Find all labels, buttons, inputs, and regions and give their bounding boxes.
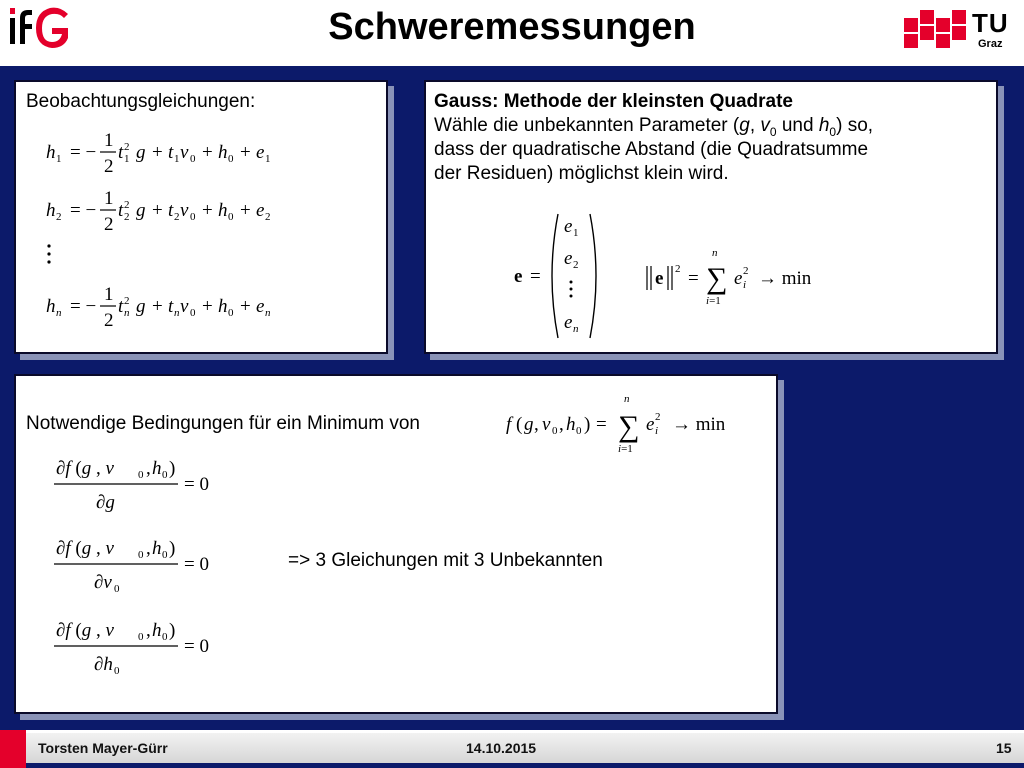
svg-text:1: 1 [174, 153, 180, 165]
svg-text:v: v [180, 296, 189, 317]
svg-text:i=1: i=1 [706, 295, 721, 307]
svg-text:2: 2 [124, 141, 130, 153]
svg-text:+: + [240, 142, 251, 163]
svg-text:2: 2 [573, 259, 579, 271]
svg-text:): ) [169, 538, 176, 559]
svg-text:= −: = − [70, 296, 97, 317]
svg-text:0: 0 [228, 153, 234, 165]
svg-text:2: 2 [124, 211, 130, 223]
svg-text:t: t [168, 200, 174, 221]
svg-text:n: n [624, 393, 630, 405]
svg-text:0: 0 [162, 469, 168, 481]
svg-text:h: h [152, 458, 162, 479]
least-squares-text-line2: dass der quadratische Abstand (die Quadratsumme [434, 139, 869, 160]
svg-text:n: n [174, 307, 180, 319]
equation-count-conclusion: => 3 Gleichungen mit 3 Unbekannten [288, 550, 603, 571]
page-number: 15 [996, 740, 1012, 756]
svg-text:v: v [542, 414, 551, 435]
svg-text:1: 1 [573, 227, 579, 239]
svg-text:1: 1 [265, 153, 271, 165]
svg-text:(: ( [516, 414, 523, 435]
svg-text:i: i [743, 279, 747, 291]
svg-text:,: , [146, 620, 151, 641]
svg-text:1: 1 [124, 153, 130, 165]
svg-text:2: 2 [675, 263, 681, 275]
svg-text:1: 1 [104, 284, 114, 305]
svg-text:2: 2 [56, 211, 62, 223]
svg-text:+: + [152, 142, 163, 163]
svg-text:e: e [564, 312, 573, 333]
svg-text:0: 0 [552, 425, 558, 437]
svg-text:n: n [265, 307, 271, 319]
svg-text:v: v [180, 200, 189, 221]
svg-text:i=1: i=1 [618, 443, 633, 455]
line1-v-sub: 0 [769, 124, 777, 139]
svg-text:2: 2 [104, 156, 114, 177]
svg-text:∂f (g , v: ∂f (g , v [56, 538, 114, 559]
svg-text:= −: = − [70, 200, 97, 221]
svg-text:1: 1 [104, 130, 114, 151]
svg-text:+: + [152, 200, 163, 221]
least-squares-heading: Gauss: Methode der kleinsten Quadrate [434, 91, 793, 112]
svg-text:+: + [202, 200, 213, 221]
svg-text:2: 2 [265, 211, 271, 223]
partial-derivative-v0 [52, 530, 222, 603]
svg-text:0: 0 [162, 549, 168, 561]
svg-text:n: n [573, 323, 579, 335]
least-squares-panel [424, 80, 998, 354]
line1-h: h [818, 115, 830, 136]
equation-h1-svg [46, 120, 296, 184]
equation-h2 [46, 178, 296, 247]
svg-text:2: 2 [124, 199, 130, 211]
footer-accent-block [0, 730, 26, 768]
footer-underline [26, 763, 1024, 768]
svg-text:e: e [514, 266, 523, 287]
svg-text:e: e [256, 296, 265, 317]
tu-logo-text: TU [972, 8, 1009, 38]
svg-text:h: h [218, 296, 228, 317]
svg-text:g: g [524, 414, 534, 435]
minimum-conditions-intro: Notwendige Bedingungen für ein Minimum von [26, 413, 420, 434]
svg-text:v: v [180, 142, 189, 163]
minimum-conditions-panel [14, 374, 778, 714]
svg-text:1: 1 [104, 188, 114, 209]
svg-text:∂g: ∂g [96, 492, 115, 513]
line1-g: g [739, 115, 750, 136]
svg-text:0: 0 [162, 631, 168, 643]
observation-equations-heading: Beobachtungsgleichungen: [26, 91, 256, 112]
line1-und: und [776, 115, 819, 136]
partial-derivative-v0-svg [52, 530, 222, 598]
partial-derivative-g [52, 450, 222, 519]
svg-text:0: 0 [138, 469, 144, 481]
svg-text:): ) [169, 620, 176, 641]
svg-text:t: t [118, 296, 124, 317]
page-title: Schweremessungen [328, 6, 696, 48]
svg-text:g: g [136, 200, 146, 221]
svg-text:,: , [534, 414, 539, 435]
svg-text:0: 0 [114, 665, 120, 677]
svg-text:0: 0 [190, 211, 196, 223]
objective-function [506, 388, 766, 463]
svg-text:2: 2 [174, 211, 180, 223]
svg-text:h: h [46, 296, 56, 317]
svg-text:,: , [146, 538, 151, 559]
svg-text:0: 0 [190, 153, 196, 165]
svg-text:f: f [506, 414, 512, 435]
svg-text:h: h [566, 414, 576, 435]
norm-minimization [644, 242, 844, 311]
svg-text:= 0: = 0 [184, 474, 209, 495]
svg-text:∂f (g , v: ∂f (g , v [56, 620, 114, 641]
svg-text:t: t [118, 142, 124, 163]
svg-text:+: + [202, 296, 213, 317]
partial-derivative-g-svg [52, 450, 222, 514]
footer-date: 14.10.2015 [466, 740, 537, 756]
svg-text:0: 0 [114, 583, 120, 595]
svg-text:h: h [46, 200, 56, 221]
residual-vector-svg [514, 208, 614, 344]
svg-text:0: 0 [228, 307, 234, 319]
svg-text:=: = [688, 268, 699, 289]
svg-text:0: 0 [138, 549, 144, 561]
tu-logo-subtext: Graz [978, 38, 1003, 50]
svg-text:+: + [240, 200, 251, 221]
svg-text:+: + [202, 142, 213, 163]
svg-text:0: 0 [190, 307, 196, 319]
svg-text:+: + [152, 296, 163, 317]
svg-text:i: i [655, 425, 659, 437]
slide-body [0, 66, 1024, 730]
svg-text:= 0: = 0 [184, 636, 209, 657]
residual-vector [514, 208, 614, 349]
equation-ellipsis [44, 240, 64, 275]
svg-text:,: , [146, 458, 151, 479]
equation-hn [46, 274, 296, 343]
observation-equations-panel [14, 80, 388, 354]
objective-function-svg [506, 388, 766, 458]
svg-text:∑: ∑ [618, 410, 640, 443]
svg-text:e: e [734, 268, 743, 289]
svg-text:e: e [564, 248, 573, 269]
svg-text:∑: ∑ [706, 262, 728, 295]
svg-text:=: = [596, 414, 607, 435]
svg-text:2: 2 [104, 310, 114, 331]
svg-text:g: g [136, 142, 146, 163]
svg-text:): ) [584, 414, 591, 435]
line1-end: ) so, [836, 115, 874, 136]
svg-text:t: t [168, 296, 174, 317]
svg-text:h: h [152, 620, 162, 641]
svg-text:e: e [256, 142, 265, 163]
svg-text:e: e [256, 200, 265, 221]
svg-text:2: 2 [104, 214, 114, 235]
svg-text:∂v: ∂v [94, 572, 112, 593]
svg-text:2: 2 [655, 411, 661, 423]
svg-text:): ) [169, 458, 176, 479]
svg-text:→ min: → min [672, 414, 726, 435]
svg-text:= 0: = 0 [184, 554, 209, 575]
svg-text:∂f (g , v: ∂f (g , v [56, 458, 114, 479]
line1-h-sub: 0 [829, 124, 837, 139]
svg-text:t: t [168, 142, 174, 163]
svg-text:2: 2 [743, 265, 749, 277]
partial-derivative-h0-svg [52, 612, 222, 680]
slide-header [0, 0, 1024, 66]
svg-text:= −: = − [70, 142, 97, 163]
svg-text:n: n [56, 307, 62, 319]
least-squares-text-line3: der Residuen) möglichst klein wird. [434, 163, 729, 184]
svg-text:→ min: → min [758, 268, 812, 289]
svg-text:0: 0 [138, 631, 144, 643]
svg-text:e: e [655, 268, 664, 289]
svg-text:e: e [564, 216, 573, 237]
svg-text:h: h [218, 200, 228, 221]
svg-text:∂h: ∂h [94, 654, 113, 675]
line1-sep: , [749, 115, 761, 136]
line1-v: v [760, 115, 770, 136]
svg-text:h: h [218, 142, 228, 163]
svg-text:=: = [530, 266, 541, 287]
svg-text:t: t [118, 200, 124, 221]
footer-author: Torsten Mayer-Gürr [38, 740, 168, 756]
svg-text:h: h [46, 142, 56, 163]
svg-text:2: 2 [124, 295, 130, 307]
svg-text:+: + [240, 296, 251, 317]
equation-h2-svg [46, 178, 296, 242]
svg-text:g: g [136, 296, 146, 317]
svg-text:1: 1 [56, 153, 62, 165]
svg-text:e: e [646, 414, 655, 435]
svg-text:0: 0 [228, 211, 234, 223]
svg-text:n: n [124, 307, 130, 319]
line1-part-a: Wähle die unbekannten Parameter ( [434, 115, 740, 136]
svg-text:0: 0 [576, 425, 582, 437]
svg-text:n: n [712, 247, 718, 259]
svg-text:h: h [152, 538, 162, 559]
equation-hn-svg [46, 274, 296, 338]
partial-derivative-h0 [52, 612, 222, 685]
norm-minimization-svg [644, 242, 844, 306]
vertical-ellipsis-icon [44, 240, 64, 270]
svg-text:,: , [559, 414, 564, 435]
